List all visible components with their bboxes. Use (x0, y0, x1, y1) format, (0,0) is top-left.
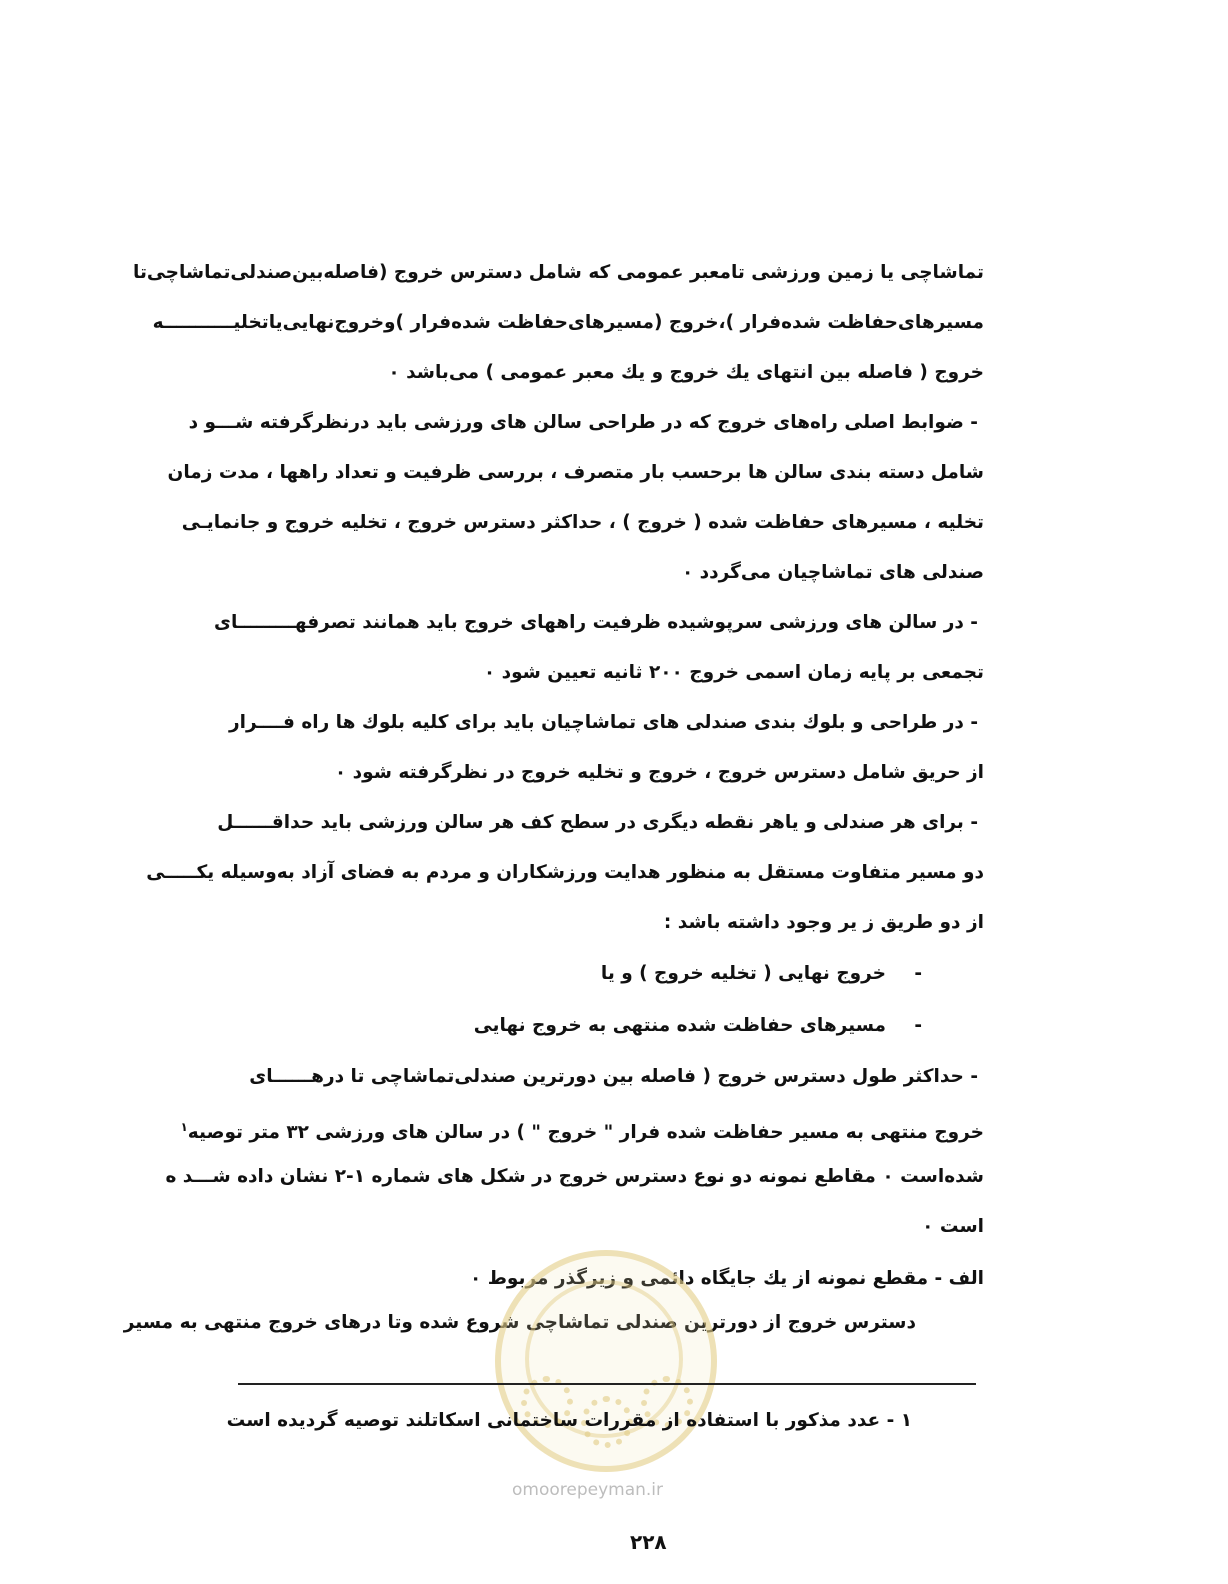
bullet-text: مسیرهای حفاظت شده منتهی به خروج نهایی (473, 1015, 886, 1036)
bullet-list (474, 948, 922, 1052)
section-body: دسترس خروج از دورترین صندلی تماشاچی شروع شده وتا درهای خروج منتهی به مسیر (123, 1312, 916, 1333)
body-text (133, 248, 984, 948)
body-line: - در طراحی و بلوك بندی صندلی های تماشاچیان باید برای کلیه بلوك ها راه فــــرار (228, 712, 978, 733)
bullet-item (474, 1000, 922, 1052)
dash-icon: - (914, 1015, 922, 1036)
body-line: صندلی های تماشاچیان می‌گردد ۰ (681, 562, 984, 583)
body-line: است ۰ (922, 1216, 984, 1237)
body-line: - برای هر صندلی و یاهر نقطه دیگری در سطح کف هر سالن ورزشی باید حداقــــــل (217, 812, 978, 833)
body-text-continued (165, 1052, 984, 1252)
bullet-text: خروج نهایی ( تخلیه خروج ) و یا (600, 963, 886, 984)
dash-icon: - (914, 963, 922, 984)
body-line: شده‌است ۰ مقاطع نمونه دو نوع دسترس خروج در شکل های شماره ۱-۲ نشان داده شـــد ه (165, 1166, 984, 1187)
section-label: الف (948, 1268, 984, 1289)
body-line: شامل دسته بندی سالن ها برحسب بار متصرف ، بررسی ظرفیت و تعداد راهها ، مدت زمان (167, 462, 984, 483)
body-line: مسیرهای‌حفاظت شده‌فرار )،خروج (مسیرهای‌حفاظت شده‌فرار )وخروج‌نهایی‌یاتخلیـــــــــــه (152, 312, 984, 333)
footnote-divider (238, 1383, 976, 1385)
section-title: - مقطع نمونه از یك جایگاه دائمی و زیرگذر مربوط ۰ (469, 1268, 943, 1289)
bullet-item (474, 948, 922, 1000)
body-line: - ضوابط اصلی راه‌های خروج که در طراحی سالن های ورزشی باید درنظرگرفته شـــو د (188, 412, 978, 433)
watermark-url: omoorepeyman.ir (512, 1480, 664, 1500)
body-line: از حریق شامل دسترس خروج ، خروج و تخلیه خروج در نظرگرفته شود ۰ (334, 762, 984, 783)
page-number: ۲۲۸ (630, 1530, 667, 1554)
body-line: تجمعی بر پایه زمان اسمی خروج ۲۰۰ ثانیه تعیین شود ۰ (483, 662, 984, 683)
body-line: از دو طریق ز یر وجود داشته باشد : (663, 912, 984, 933)
body-line: - حداکثر طول دسترس خروج ( فاصله بین دورترین صندلی‌تماشاچی تا درهــــــای (249, 1066, 978, 1087)
footnote-marker: ۱ (180, 1120, 188, 1134)
footnote: ۱ - عدد مذکور با استفاده از مقررات ساختمانی اسکاتلند توصیه گردیده است (226, 1410, 912, 1431)
body-line: تماشاچی یا زمین ورزشی تامعبر عمومی که شامل دسترس خروج (فاصله‌بین‌صندلی‌تماشاچی‌تا (133, 262, 984, 283)
body-line: - در سالن های ورزشی سرپوشیده ظرفیت راههای خروج باید همانند تصرفهـــــــــای (214, 612, 978, 633)
watermark-seal-icon (495, 1250, 717, 1472)
body-line: تخلیه ، مسیرهای حفاظت شده ( خروج ) ، حداکثر دسترس خروج ، تخلیه خروج و جانمایـی (181, 512, 984, 533)
body-line (180, 1102, 984, 1152)
body-line: خروج ( فاصله بین انتهای یك خروج و یك معبر عمومی ) می‌باشد ۰ (388, 362, 984, 383)
body-line: دو مسیر متفاوت مستقل به منظور هدایت ورزشکاران و مردم به فضای آزاد به‌وسیله یکـــــی (146, 862, 984, 883)
body-line-text: خروج منتهی به مسیر حفاظت شده فرار " خروج " ) در سالن های ورزشی ۳۲ متر توصیه (187, 1122, 984, 1144)
